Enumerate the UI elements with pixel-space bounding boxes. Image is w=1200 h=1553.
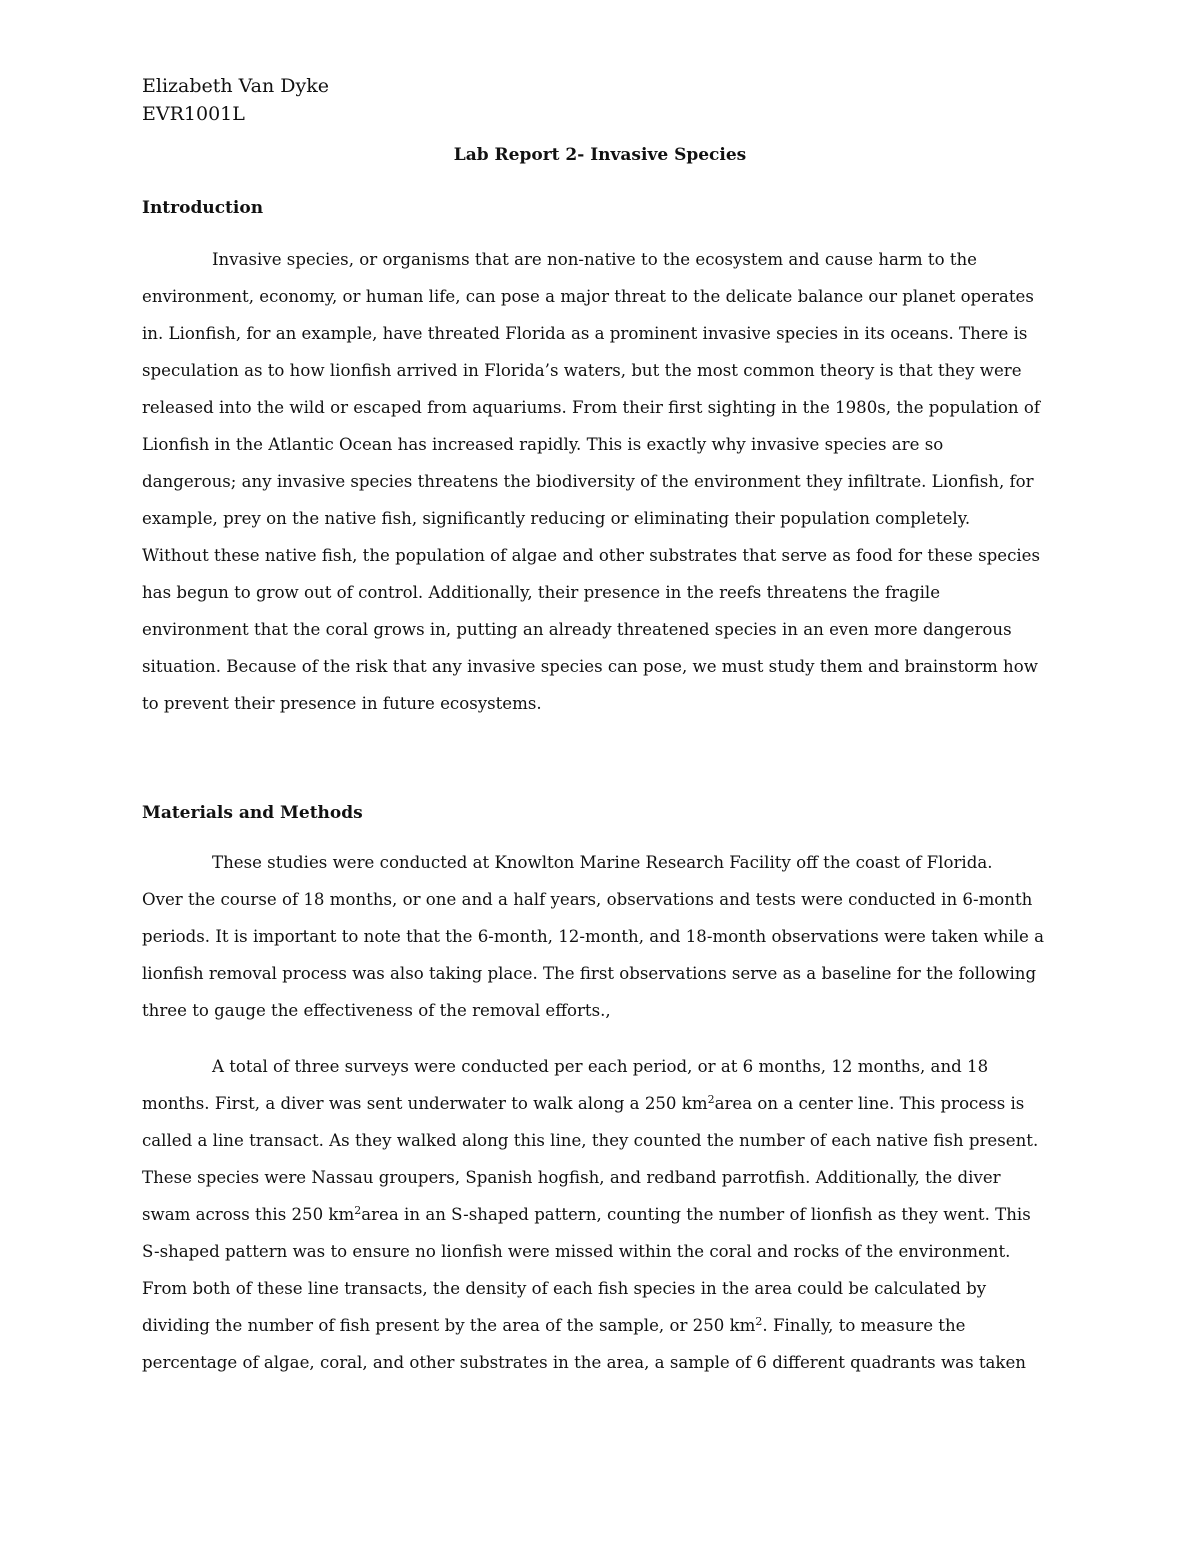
paragraph-line: speculation as to how lionfish arrived in Florida’s waters, but the most common theory is that they were (142, 361, 1022, 380)
paragraph-line: example, prey on the native fish, significantly reducing or eliminating their population completely. (142, 509, 971, 528)
paragraph-line: These species were Nassau groupers, Spanish hogfish, and redband parrotfish. Additionally, the diver (142, 1168, 1001, 1187)
course-code: EVR1001L (142, 103, 245, 125)
paragraph-line: S-shaped pattern was to ensure no lionfish were missed within the coral and rocks of the environment. (142, 1242, 1011, 1261)
paragraph-line: released into the wild or escaped from aquariums. From their first sighting in the 1980s, the population of (142, 398, 1040, 417)
paragraph-line: Without these native fish, the population of algae and other substrates that serve as food for these species (142, 546, 1041, 565)
paragraph-line (142, 1090, 1038, 1127)
paragraph-line: A total of three surveys were conducted per each period, or at 6 months, 12 months, and 18 (212, 1057, 989, 1076)
section-heading-materials-methods: Materials and Methods (142, 803, 363, 823)
paragraph-line: Invasive species, or organisms that are non-native to the ecosystem and cause harm to the (212, 250, 978, 269)
introduction-paragraph (142, 246, 1040, 727)
paragraph-line: environment, economy, or human life, can pose a major threat to the delicate balance our planet operates (142, 287, 1034, 306)
methods-paragraph-1 (142, 849, 1044, 1034)
line-segment: area in an S-shaped pattern, counting the number of lionfish as they went. This (361, 1205, 1031, 1224)
report-title: Lab Report 2- Invasive Species (453, 145, 747, 165)
paragraph-line: has begun to grow out of control. Additionally, their presence in the reefs threatens the fragile (142, 583, 941, 602)
paragraph-line: periods. It is important to note that the 6-month, 12-month, and 18-month observations were taken while a (142, 927, 1045, 946)
author-name: Elizabeth Van Dyke (142, 75, 329, 97)
paragraph-line: lionfish removal process was also taking place. The first observations serve as a baseline for the following (142, 964, 1037, 983)
line-segment: months. First, a diver was sent underwater to walk along a 250 km (142, 1094, 708, 1113)
methods-paragraph-2 (142, 1053, 1038, 1386)
superscript-two: 2 (707, 1093, 715, 1106)
paragraph-line: These studies were conducted at Knowlton Marine Research Facility off the coast of Florida. (212, 853, 993, 872)
paragraph-line: to prevent their presence in future ecosystems. (142, 694, 542, 713)
line-segment: . Finally, to measure the (762, 1316, 966, 1335)
paragraph-line: dangerous; any invasive species threatens the biodiversity of the environment they infiltrate. Lionfish, for (142, 472, 1034, 491)
line-segment: area on a center line. This process is (714, 1094, 1025, 1113)
paragraph-line (142, 1201, 1038, 1238)
paragraph-line: Lionfish in the Atlantic Ocean has increased rapidly. This is exactly why invasive species are so (142, 435, 944, 454)
line-segment: dividing the number of fish present by the area of the sample, or 250 km (142, 1316, 756, 1335)
paragraph-line: in. Lionfish, for an example, have threated Florida as a prominent invasive species in its oceans. There is (142, 324, 1028, 343)
line-segment: swam across this 250 km (142, 1205, 355, 1224)
paragraph-line: Over the course of 18 months, or one and a half years, observations and tests were conducted in 6-month (142, 890, 1033, 909)
paragraph-line: From both of these line transacts, the density of each fish species in the area could be calculated by (142, 1279, 987, 1298)
superscript-two: 2 (354, 1204, 362, 1217)
paragraph-line: percentage of algae, coral, and other substrates in the area, a sample of 6 different quadrants was taken (142, 1353, 1026, 1372)
paragraph-line: environment that the coral grows in, putting an already threatened species in an even more dangerous (142, 620, 1012, 639)
paragraph-line: called a line transact. As they walked along this line, they counted the number of each native fish present. (142, 1131, 1039, 1150)
paragraph-line: three to gauge the effectiveness of the removal efforts., (142, 1001, 611, 1020)
paragraph-line (142, 1312, 1038, 1349)
paragraph-line: situation. Because of the risk that any invasive species can pose, we must study them and brainstorm how (142, 657, 1038, 676)
section-heading-introduction: Introduction (142, 198, 264, 218)
superscript-two: 2 (755, 1315, 763, 1328)
